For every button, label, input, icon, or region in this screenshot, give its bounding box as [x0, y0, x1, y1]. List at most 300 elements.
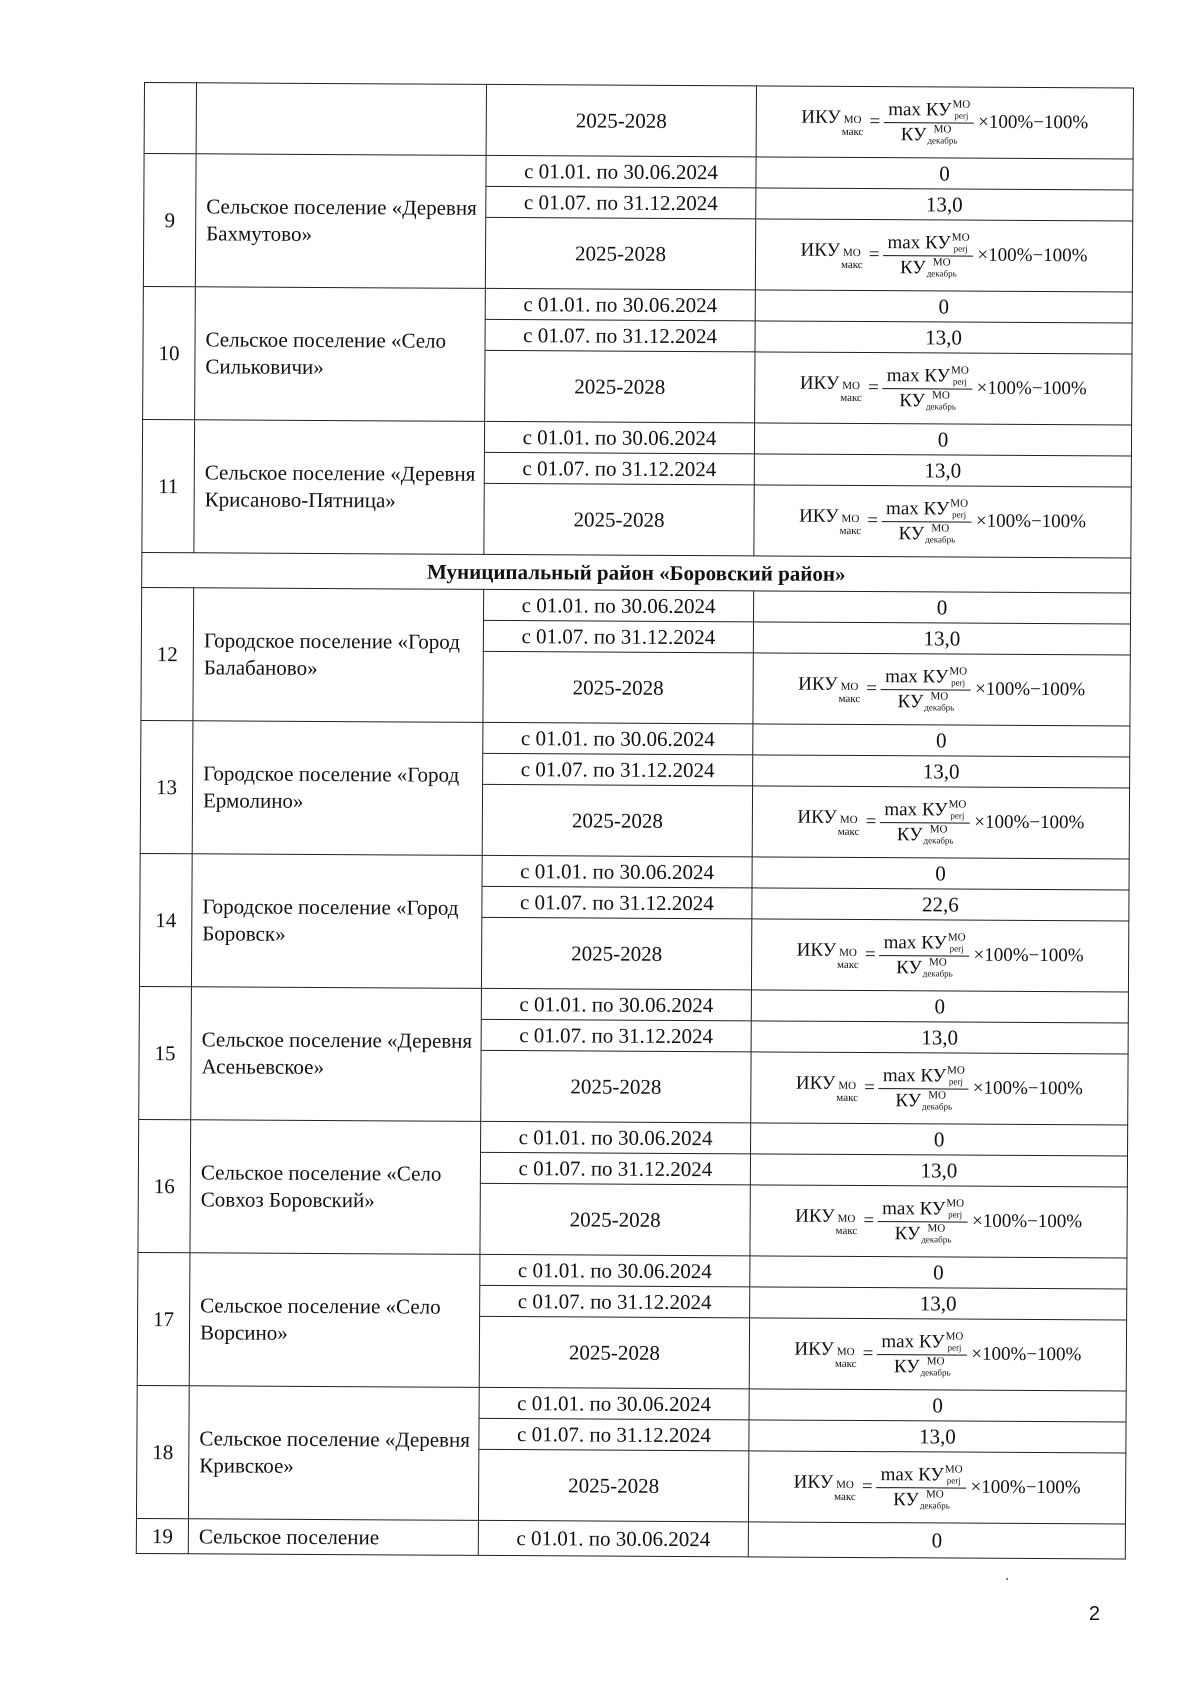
row-number: 14 — [139, 853, 192, 986]
settlement-name: Сельское поселение — [188, 1519, 478, 1556]
district-header-row — [142, 552, 1131, 593]
formula-equals: = — [866, 678, 878, 700]
formula-den-sup: МО — [931, 521, 950, 535]
table-row — [142, 587, 1131, 624]
formula-den-sub: декабрь — [922, 967, 953, 979]
formula-lhs-symbol: ИКУ — [798, 673, 838, 695]
value-cell: 0 — [751, 990, 1128, 1023]
period-cell: 2025-2028 — [478, 1449, 748, 1522]
formula-tail: ×100%−100% — [976, 377, 1087, 400]
formula-num-sub: perj — [948, 1076, 963, 1087]
formula-lhs-sub: макс — [837, 958, 859, 971]
formula-lhs — [800, 239, 862, 270]
formula-den-sub: декабрь — [925, 533, 956, 545]
formula-num-indices — [947, 1065, 965, 1087]
row-number: 15 — [139, 986, 192, 1119]
formula-num-sub: perj — [952, 509, 967, 520]
formula-denominator — [900, 256, 957, 279]
formula-num-sup: МО — [952, 98, 971, 111]
period-cell: с 01.07. по 31.12.2024 — [484, 452, 754, 485]
formula-lhs-indices — [839, 512, 861, 536]
value-cell: 0 — [755, 290, 1132, 323]
value-cell: 13,0 — [753, 755, 1130, 788]
formula-lhs-symbol: ИКУ — [796, 939, 837, 961]
formula-num-text: max КУ — [880, 1463, 944, 1485]
formula-fraction — [883, 232, 973, 280]
formula-numerator — [883, 365, 973, 390]
formula — [798, 665, 1085, 714]
formula-equals: = — [868, 244, 880, 266]
formula-den-sup: МО — [929, 822, 948, 835]
period-cell: с 01.07. по 31.12.2024 — [483, 620, 753, 653]
formula-lhs-symbol: ИКУ — [794, 1338, 834, 1360]
formula-denominator — [899, 389, 956, 412]
formula-denominator — [893, 1488, 950, 1511]
value-cell: 13,0 — [754, 454, 1131, 487]
period-cell: 2025-2028 — [480, 1183, 750, 1256]
row-number: 18 — [136, 1385, 189, 1518]
formula-den-indices — [923, 957, 953, 979]
formula-num-indices — [950, 498, 968, 520]
formula-lhs-indices — [835, 1345, 857, 1369]
value-cell: 0 — [748, 1522, 1125, 1559]
formula-lhs-indices — [836, 1212, 858, 1236]
formula-lhs-sup: МО — [843, 246, 861, 259]
formula-lhs-sub: макс — [840, 391, 863, 404]
formula-lhs-sub: макс — [838, 692, 861, 705]
formula-lhs — [795, 1205, 857, 1236]
formula-cell — [755, 352, 1132, 425]
formula-num-sup: МО — [947, 931, 966, 944]
formula-lhs-symbol: ИКУ — [799, 505, 839, 527]
table-row — [137, 1385, 1126, 1422]
formula-num-indices — [952, 99, 970, 121]
formula-tail: ×100%−100% — [970, 1476, 1081, 1499]
formula-num-sub: perj — [954, 110, 969, 121]
formula-tail: ×100%−100% — [974, 811, 1085, 834]
formula-equals: = — [867, 377, 879, 399]
formula-lhs-sub: макс — [834, 1490, 856, 1503]
formula-lhs-sup: МО — [842, 379, 861, 392]
formula-num-indices — [949, 799, 967, 821]
period-cell: 2025-2028 — [481, 917, 751, 990]
formula-den-sub: декабрь — [923, 834, 954, 846]
formula-lhs-symbol: ИКУ — [793, 1471, 834, 1493]
formula-den-indices — [920, 1489, 950, 1511]
settlement-name: Городское поселение «Город Балабаново» — [193, 588, 484, 723]
period-cell: с 01.07. по 31.12.2024 — [486, 186, 756, 219]
formula-den-indices — [924, 691, 954, 713]
formula-den-sup: МО — [933, 122, 952, 136]
formula-den-text: КУ — [896, 823, 923, 845]
formula-den-text: КУ — [900, 123, 927, 145]
formula-den-sup: МО — [926, 1354, 945, 1367]
formula-fraction — [878, 1198, 968, 1246]
table-row — [138, 1252, 1127, 1289]
formula-equals: = — [863, 1210, 875, 1232]
formula — [797, 931, 1084, 980]
formula-num-indices — [949, 666, 967, 688]
formula-num-sup: МО — [945, 1329, 964, 1343]
formula-num-text: max КУ — [885, 665, 949, 688]
formula-cell — [751, 1052, 1128, 1125]
formula-equals: = — [861, 1476, 873, 1498]
formula-num-sub: perj — [952, 376, 967, 387]
value-cell: 0 — [754, 423, 1131, 456]
value-cell: 13,0 — [753, 622, 1130, 655]
formula-den-indices — [926, 390, 956, 412]
formula-den-sub: декабрь — [926, 267, 957, 279]
formula-equals: = — [865, 811, 877, 833]
row-number: 10 — [143, 286, 196, 419]
period-cell: с 01.01. по 30.06.2024 — [481, 988, 751, 1021]
formula-num-sub: perj — [951, 677, 966, 688]
formula-num-sup: МО — [951, 231, 970, 244]
row-number: 16 — [138, 1119, 191, 1252]
formula-num-text: max КУ — [886, 364, 951, 387]
formula-numerator — [884, 99, 974, 124]
formula-lhs-sub: макс — [841, 125, 864, 138]
formula-lhs-sub: макс — [837, 825, 860, 838]
formula-den-indices — [924, 824, 954, 846]
formula-fraction — [879, 932, 969, 980]
formula-fraction — [880, 799, 970, 847]
formula-denominator — [901, 123, 958, 146]
table-row — [139, 1119, 1128, 1156]
formula — [800, 231, 1087, 280]
formula-den-sub: декабрь — [920, 1366, 951, 1378]
formula — [794, 1330, 1081, 1379]
settlement-name: Сельское поселение «Село Ворсино» — [189, 1253, 480, 1388]
table-row — [144, 154, 1133, 191]
formula-num-sub: perj — [947, 1342, 962, 1353]
formula-den-indices — [927, 257, 957, 279]
formula-lhs-symbol: ИКУ — [801, 106, 841, 128]
formula-lhs — [796, 1072, 858, 1103]
formula-den-sub: декабрь — [922, 1100, 953, 1112]
period-cell: 2025-2028 — [481, 1050, 751, 1123]
formula-den-text: КУ — [898, 522, 925, 544]
formula-cell — [756, 86, 1133, 159]
formula-den-indices — [927, 124, 957, 146]
formula-lhs-symbol: ИКУ — [795, 1205, 835, 1227]
formula-num-text: max КУ — [882, 1064, 947, 1086]
settlement-name: Сельское поселение «Деревня Асеньевское» — [191, 987, 482, 1122]
table-row — [142, 419, 1131, 456]
formula-num-indices — [948, 932, 966, 954]
formula-lhs-sup: МО — [838, 1079, 857, 1092]
formula-lhs-indices — [840, 379, 862, 403]
row-number: 11 — [142, 419, 195, 552]
formula-cell — [755, 219, 1132, 292]
formula-den-sub: декабрь — [919, 1499, 950, 1511]
formula — [795, 1197, 1082, 1246]
formula-lhs — [799, 505, 861, 536]
formula — [801, 98, 1088, 147]
formula-cell — [750, 1185, 1127, 1258]
formula-num-text: max КУ — [883, 931, 947, 953]
row-number — [144, 83, 196, 154]
formula-num-indices — [952, 232, 970, 254]
period-cell: 2025-2028 — [479, 1316, 749, 1389]
value-cell: 13,0 — [755, 321, 1132, 354]
row-number: 9 — [143, 154, 196, 287]
formula-lhs-sup: МО — [839, 813, 858, 826]
formula-lhs — [800, 372, 862, 403]
formula-tail: ×100%−100% — [977, 244, 1088, 267]
formula-lhs-indices — [834, 1478, 856, 1502]
value-cell: 13,0 — [751, 1021, 1128, 1054]
formula-lhs-indices — [841, 246, 863, 270]
formula-den-sub: декабрь — [921, 1233, 952, 1245]
formula-den-text: КУ — [893, 1355, 920, 1377]
formula-lhs-sup: МО — [837, 1212, 856, 1225]
formula-equals: = — [862, 1343, 874, 1365]
formula-cell — [749, 1318, 1126, 1391]
formula-num-sup: МО — [944, 1462, 963, 1476]
formula — [800, 364, 1087, 413]
formula-denominator — [895, 1089, 952, 1112]
formula-den-sup: МО — [927, 1221, 946, 1234]
tariff-table-body — [136, 83, 1133, 1560]
formula-num-text: max КУ — [881, 1330, 945, 1352]
formula-fraction — [877, 1331, 967, 1379]
formula-denominator — [896, 956, 953, 979]
formula-num-sup: МО — [947, 1064, 965, 1077]
formula-denominator — [898, 690, 955, 713]
row-number: 17 — [137, 1252, 190, 1385]
period-cell: 2025-2028 — [486, 84, 756, 157]
formula-equals: = — [869, 111, 881, 133]
period-cell: с 01.01. по 30.06.2024 — [486, 155, 756, 188]
settlement-name: Сельское поселение «Село Совхоз Боровский» — [190, 1120, 481, 1255]
formula-num-text: max КУ — [888, 98, 952, 121]
formula-den-sup: МО — [928, 1088, 947, 1101]
formula-lhs-indices — [842, 113, 864, 137]
table-row — [136, 1518, 1125, 1559]
period-cell: с 01.07. по 31.12.2024 — [485, 319, 755, 352]
formula-num-text: max КУ — [886, 497, 950, 520]
formula — [799, 497, 1086, 546]
formula-num-indices — [946, 1198, 964, 1220]
settlement-name — [196, 83, 486, 156]
formula-cell — [751, 919, 1128, 992]
formula-den-sup: МО — [932, 388, 950, 402]
formula-fraction — [883, 365, 973, 413]
formula-lhs — [797, 806, 859, 837]
period-cell: с 01.01. по 30.06.2024 — [478, 1520, 748, 1557]
formula-numerator — [883, 232, 973, 257]
formula-lhs-indices — [837, 946, 859, 970]
settlement-name: Городское поселение «Город Ермолино» — [192, 721, 483, 856]
formula-numerator — [878, 1198, 968, 1223]
formula-lhs-indices — [839, 680, 861, 704]
formula-lhs-sup: МО — [839, 946, 857, 959]
formula-lhs-sub: макс — [834, 1357, 857, 1370]
period-cell: 2025-2028 — [485, 217, 755, 290]
formula-num-indices — [946, 1331, 964, 1353]
table-row — [144, 83, 1133, 160]
formula-numerator — [877, 1464, 967, 1489]
period-cell: с 01.01. по 30.06.2024 — [481, 1121, 751, 1154]
formula-tail: ×100%−100% — [975, 510, 1087, 533]
formula-den-indices — [922, 1090, 952, 1112]
district-title: Муниципальный район «Боровский район» — [142, 552, 1131, 593]
row-number: 19 — [136, 1518, 188, 1553]
formula-numerator — [882, 498, 972, 523]
formula-tail: ×100%−100% — [973, 944, 1084, 967]
formula-tail: ×100%−100% — [972, 1077, 1083, 1100]
formula-lhs-sup: МО — [840, 680, 859, 693]
formula-num-sub: perj — [949, 943, 964, 954]
formula-lhs-sup: МО — [843, 113, 862, 126]
formula-num-sup: МО — [951, 364, 969, 377]
formula-num-indices — [951, 365, 969, 387]
period-cell: с 01.01. по 30.06.2024 — [480, 1254, 750, 1287]
formula-den-text: КУ — [893, 1488, 919, 1510]
value-cell: 0 — [752, 857, 1129, 890]
formula-cell — [753, 653, 1130, 726]
settlement-name: Сельское поселение «Деревня Кривское» — [188, 1386, 479, 1521]
formula-cell — [748, 1451, 1125, 1524]
row-number: 13 — [140, 720, 193, 853]
period-cell: с 01.07. по 31.12.2024 — [482, 886, 752, 919]
formula-den-text: КУ — [899, 256, 926, 278]
formula-cell — [752, 786, 1129, 859]
formula-fraction — [881, 666, 971, 714]
formula-lhs-symbol: ИКУ — [795, 1072, 836, 1094]
period-cell: с 01.01. по 30.06.2024 — [483, 589, 753, 622]
table-row — [141, 720, 1130, 757]
period-cell: с 01.07. по 31.12.2024 — [483, 753, 753, 786]
formula-den-indices — [921, 1223, 951, 1245]
period-cell: с 01.01. по 30.06.2024 — [485, 288, 755, 321]
formula-lhs-sub: макс — [835, 1224, 858, 1237]
formula-den-sup: МО — [932, 255, 951, 269]
formula-equals: = — [867, 510, 879, 532]
formula-num-sub: perj — [946, 1475, 961, 1486]
formula-cell — [754, 485, 1131, 558]
value-cell: 0 — [753, 591, 1130, 624]
formula-lhs — [794, 1338, 856, 1369]
formula-den-sup: МО — [925, 1487, 944, 1500]
formula-denominator — [897, 823, 954, 846]
formula-numerator — [880, 932, 970, 957]
document-page — [136, 82, 1134, 1560]
formula-lhs-sup: МО — [836, 1345, 855, 1358]
formula-numerator — [877, 1331, 967, 1356]
formula-den-sub: декабрь — [924, 701, 955, 713]
period-cell: 2025-2028 — [482, 784, 752, 857]
formula-den-indices — [925, 523, 955, 545]
period-cell: 2025-2028 — [484, 483, 754, 556]
period-cell: с 01.01. по 30.06.2024 — [484, 421, 754, 454]
formula-num-sup: МО — [946, 1196, 965, 1210]
formula — [797, 798, 1084, 847]
table-row — [139, 986, 1128, 1023]
formula-denominator — [894, 1355, 951, 1378]
table-row — [140, 853, 1129, 890]
formula-den-text: КУ — [895, 1089, 922, 1111]
formula-equals: = — [864, 944, 876, 966]
formula-den-sub: декабрь — [927, 134, 958, 146]
formula-lhs-sup: МО — [841, 512, 860, 525]
formula-equals: = — [864, 1077, 875, 1099]
formula-num-sup: МО — [949, 665, 968, 678]
formula-den-sup: МО — [928, 955, 947, 968]
formula-lhs — [801, 106, 863, 137]
value-cell: 0 — [751, 1123, 1128, 1156]
value-cell: 0 — [753, 724, 1130, 757]
value-cell: 0 — [750, 1256, 1127, 1289]
row-number: 12 — [141, 587, 194, 720]
formula — [794, 1463, 1081, 1512]
formula-num-indices — [945, 1464, 963, 1486]
formula-tail: ×100%−100% — [974, 678, 1086, 701]
period-cell: с 01.07. по 31.12.2024 — [481, 1019, 751, 1052]
formula-den-text: КУ — [899, 389, 926, 411]
formula-tail: ×100%−100% — [971, 1210, 1083, 1233]
formula-den-indices — [921, 1356, 951, 1378]
formula — [796, 1064, 1083, 1113]
formula-fraction — [882, 498, 972, 546]
formula-num-sup: МО — [948, 798, 967, 811]
page-number: 2 — [1088, 1603, 1100, 1625]
formula-numerator — [881, 666, 971, 691]
settlement-name: Сельское поселение «Деревня Бахмутово» — [195, 154, 486, 289]
period-cell: с 01.07. по 31.12.2024 — [480, 1285, 750, 1318]
formula-den-text: КУ — [894, 1222, 921, 1244]
formula-lhs-sup: МО — [836, 1478, 854, 1491]
formula-num-text: max КУ — [887, 231, 951, 254]
formula-denominator — [895, 1222, 952, 1245]
period-cell: 2025-2028 — [483, 651, 753, 724]
formula-den-text: КУ — [897, 690, 924, 712]
formula-num-text: max КУ — [884, 798, 948, 820]
value-cell: 0 — [749, 1389, 1126, 1422]
formula-den-sub: декабрь — [925, 400, 957, 412]
formula-tail: ×100%−100% — [971, 1343, 1082, 1366]
formula-lhs — [794, 1471, 856, 1502]
formula-fraction — [876, 1464, 966, 1512]
formula-numerator — [879, 1065, 969, 1090]
settlement-name: Сельское поселение «Село Сильковичи» — [195, 287, 486, 422]
formula-fraction — [884, 99, 974, 147]
formula-num-sub: perj — [950, 810, 965, 821]
formula-lhs — [798, 673, 860, 704]
formula-lhs — [797, 939, 859, 970]
period-cell: с 01.01. по 30.06.2024 — [483, 722, 753, 755]
period-cell: с 01.01. по 30.06.2024 — [479, 1387, 749, 1420]
formula-num-sub: perj — [953, 243, 968, 254]
formula-tail: ×100%−100% — [978, 111, 1089, 134]
formula-num-text: max КУ — [882, 1197, 946, 1219]
formula-lhs-sub: макс — [836, 1091, 859, 1104]
formula-lhs-indices — [838, 813, 860, 837]
period-cell: 2025-2028 — [485, 350, 755, 423]
formula-lhs-symbol: ИКУ — [799, 372, 840, 394]
formula-fraction — [879, 1065, 969, 1113]
value-cell: 13,0 — [750, 1287, 1127, 1320]
value-cell: 13,0 — [749, 1420, 1126, 1453]
formula-num-sup: МО — [950, 497, 969, 510]
period-cell: с 01.07. по 31.12.2024 — [480, 1152, 750, 1185]
table-row — [143, 286, 1132, 323]
value-cell: 13,0 — [750, 1154, 1127, 1187]
period-cell: с 01.07. по 31.12.2024 — [479, 1418, 749, 1451]
value-cell: 13,0 — [756, 188, 1133, 221]
formula-den-text: КУ — [896, 956, 922, 978]
